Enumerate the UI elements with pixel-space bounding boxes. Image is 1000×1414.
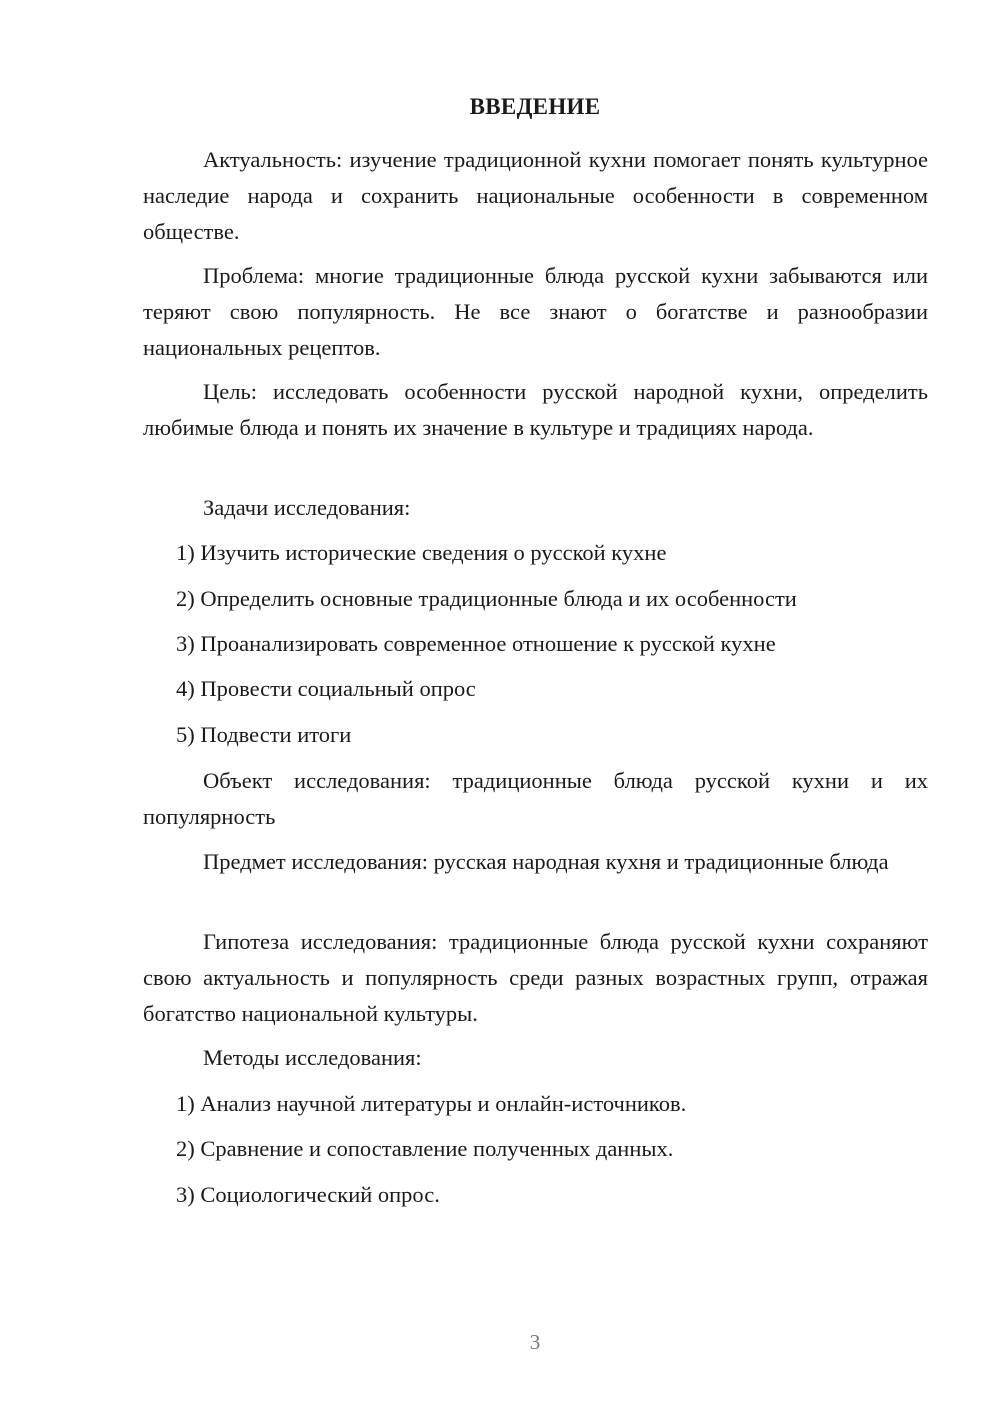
paragraph-relevance: Актуальность: изучение традиционной кухни помогает понять культурное наследие народа и сохранить национальные особенности в современном обществе. — [143, 147, 928, 244]
task-item: 5) Подвести итоги — [176, 722, 352, 747]
method-item: 2) Сравнение и сопоставление полученных данных. — [176, 1136, 674, 1161]
page-number: 3 — [529, 1330, 541, 1354]
method-item: 3) Социологический опрос. — [176, 1182, 440, 1207]
paragraph-hypothesis: Гипотеза исследования: традиционные блюда русской кухни сохраняют свою актуальность и популярность среди разных возрастных групп, отражая богатство национальной культуры. — [143, 929, 928, 1026]
paragraph-problem: Проблема: многие традиционные блюда русской кухни забываются или теряют свою популярность. Не все знают о богатстве и разнообразии национальных рецептов. — [143, 263, 928, 360]
page-title: ВВЕДЕНИЕ — [469, 94, 601, 119]
tasks-heading: Задачи исследования: — [203, 495, 411, 520]
task-item: 1) Изучить исторические сведения о русской кухне — [176, 540, 667, 565]
paragraph-subject: Предмет исследования: русская народная кухня и традиционные блюда — [203, 849, 889, 874]
paragraph-object: Объект исследования: традиционные блюда русской кухни и их популярность — [143, 768, 928, 829]
method-item: 1) Анализ научной литературы и онлайн-источников. — [176, 1091, 687, 1116]
methods-heading: Методы исследования: — [203, 1045, 422, 1070]
task-item: 4) Провести социальный опрос — [176, 676, 476, 701]
paragraph-goal: Цель: исследовать особенности русской народной кухни, определить любимые блюда и понять их значение в культуре и традициях народа. — [143, 379, 928, 440]
task-item: 3) Проанализировать современное отношение к русской кухне — [176, 631, 776, 656]
task-item: 2) Определить основные традиционные блюда и их особенности — [176, 586, 797, 611]
